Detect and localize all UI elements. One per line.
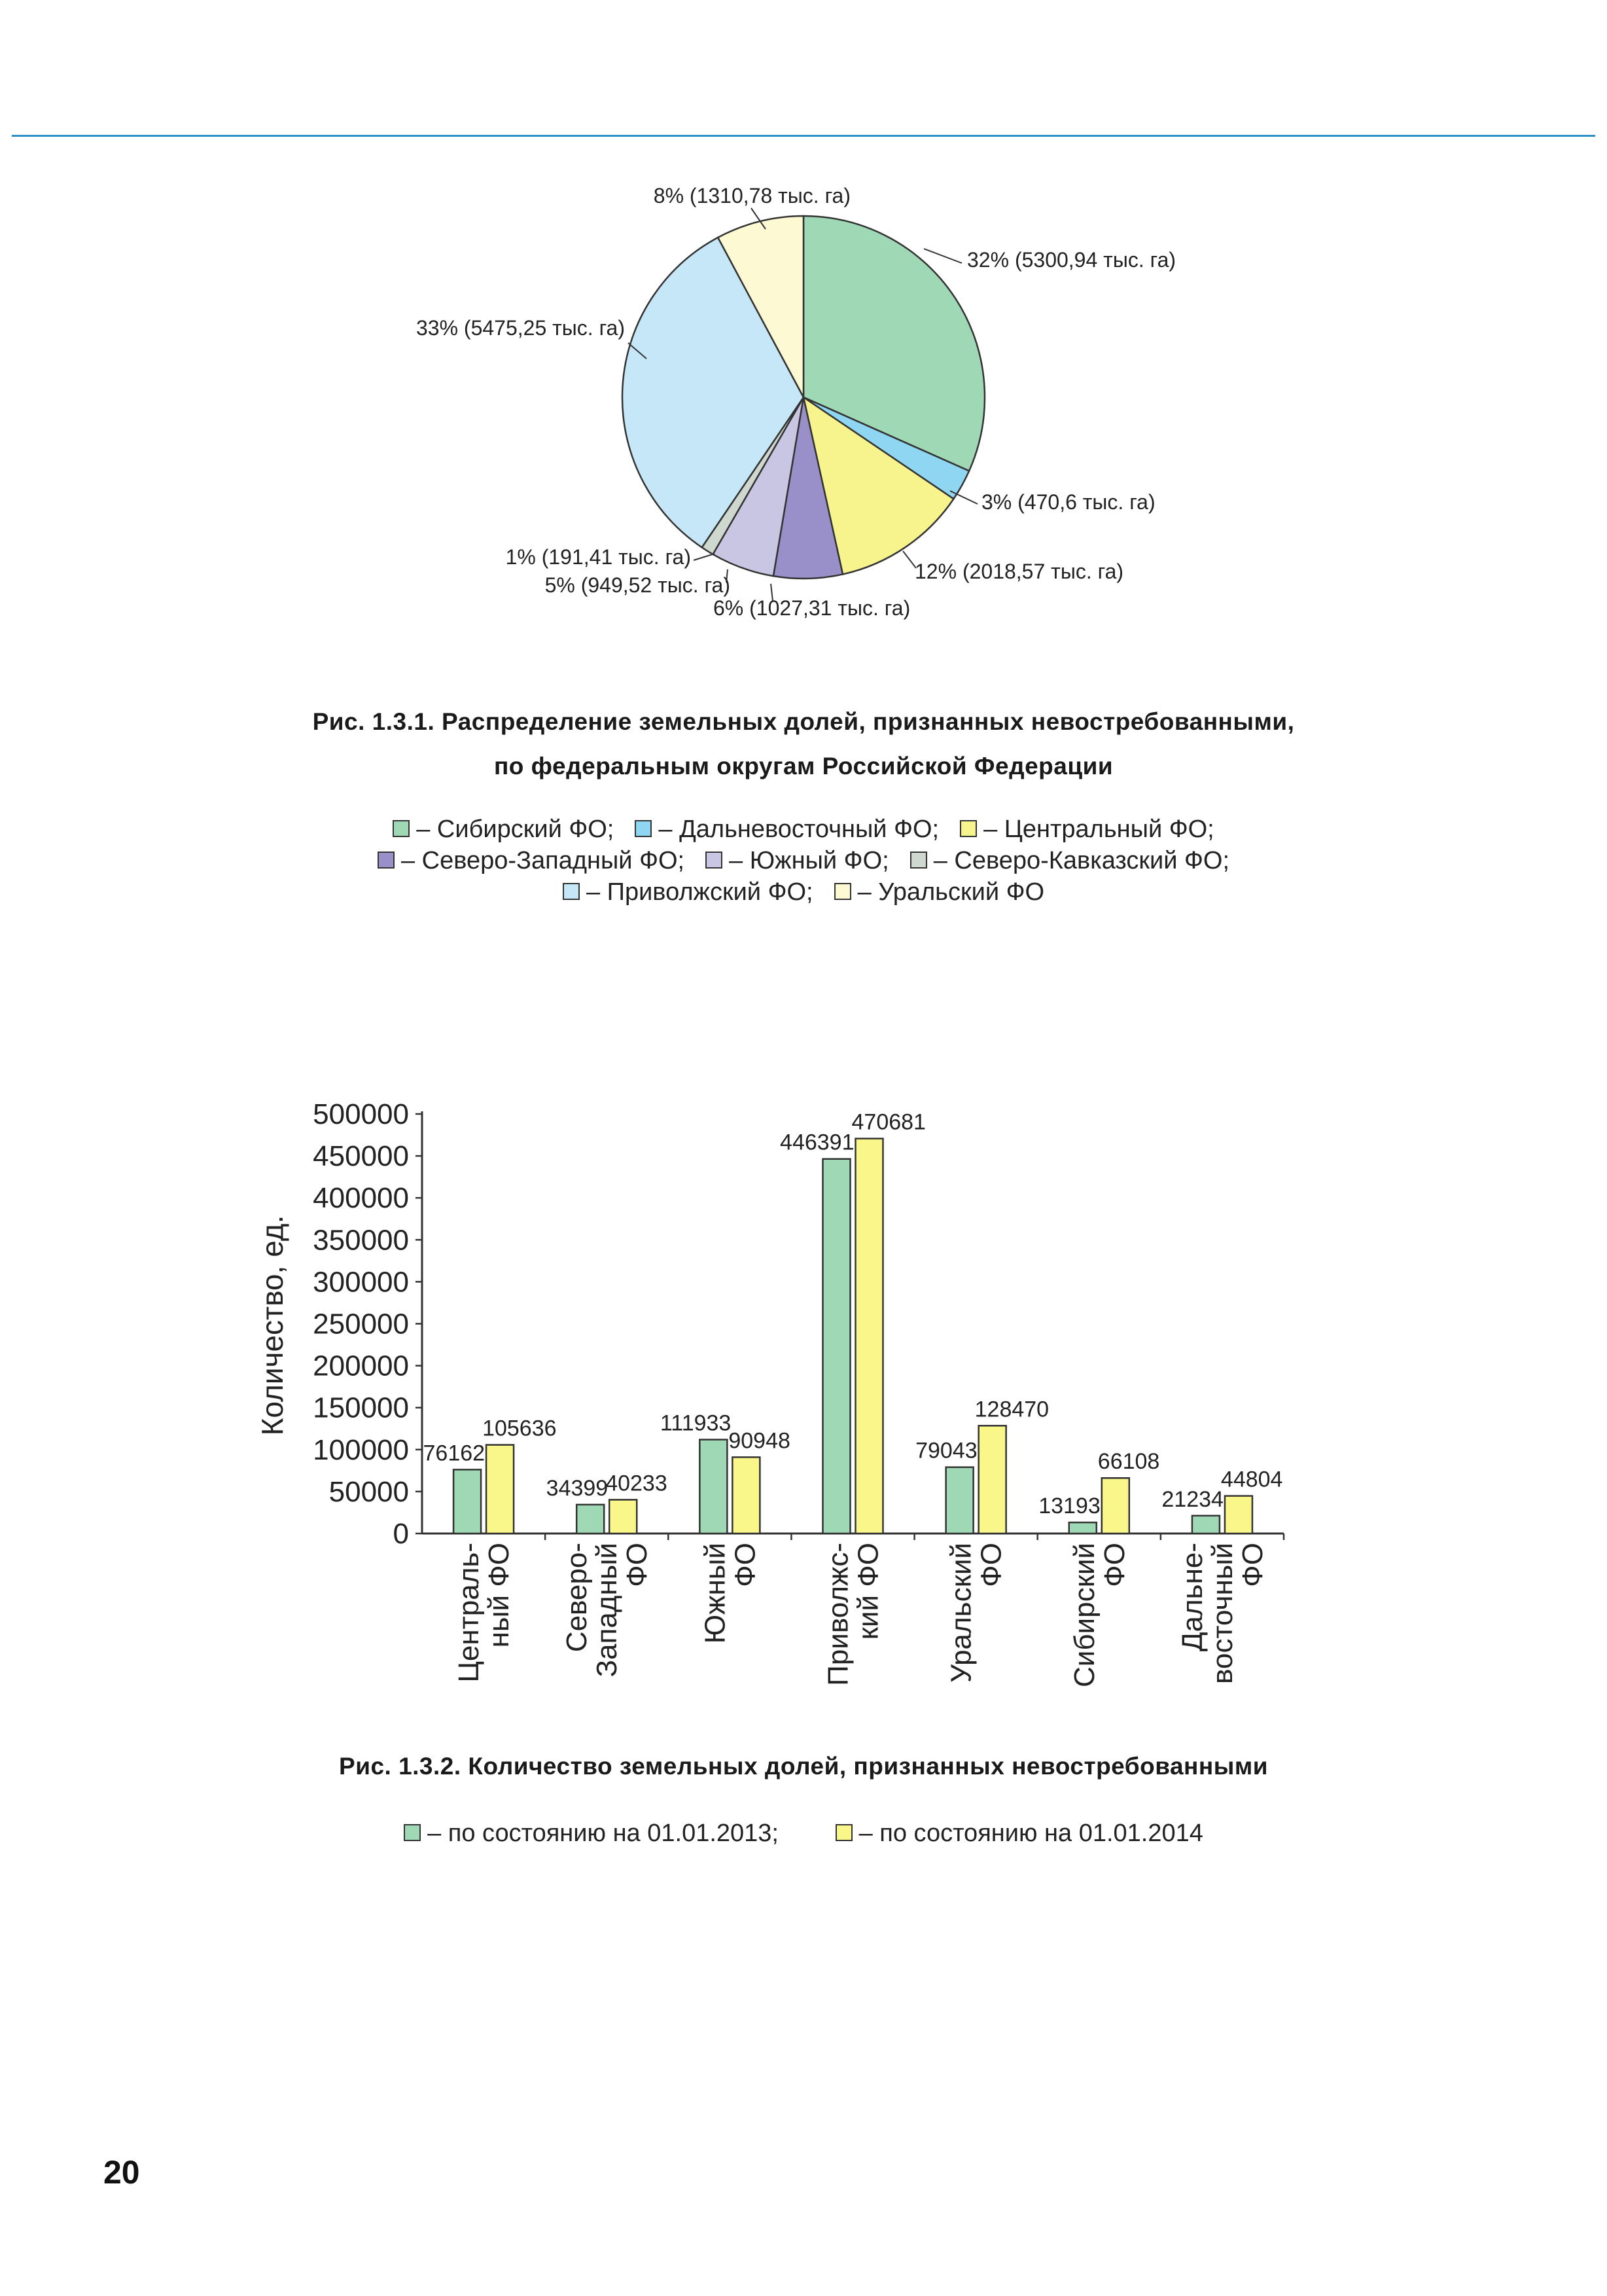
y-tick-label: 450000 [313, 1140, 409, 1173]
bar-2013 [453, 1469, 481, 1534]
bar-value-label: 21234 [1161, 1486, 1224, 1512]
x-category-label [453, 1543, 515, 1683]
x-category-label-line: Централь- [453, 1543, 486, 1683]
bar-2013 [699, 1440, 727, 1534]
bar-legend-item-2013 [404, 1820, 779, 1848]
bar-legend-label-2014: – по состоянию на 01.01.2014 [858, 1820, 1203, 1847]
pie-slice-label: 12% (2018,57 тыс. га) [915, 560, 1124, 583]
x-category-label [945, 1543, 1008, 1683]
x-category-label-line: ФО [1236, 1543, 1269, 1587]
pie-legend-label: – Северо-Кавказский ФО; [933, 847, 1230, 874]
bar-2013 [1069, 1522, 1097, 1534]
pie-slice-label: 32% (5300,94 тыс. га) [967, 248, 1176, 272]
bar-2014 [979, 1426, 1006, 1534]
bar-2013 [1192, 1516, 1220, 1534]
bar-value-label: 40233 [605, 1471, 667, 1496]
bar-value-label: 76162 [423, 1441, 486, 1466]
pie-caption-line1: Рис. 1.3.1. Распределение земельных долей, признанных невостребованными, [312, 708, 1295, 735]
pie-legend-label: – Центральный ФО; [983, 816, 1214, 843]
pie-slice-label: 5% (949,52 тыс. га) [544, 573, 730, 597]
bar-legend-item-2014 [836, 1820, 1203, 1848]
bar-value-label: 105636 [482, 1416, 557, 1441]
y-tick-label: 500000 [313, 1098, 409, 1130]
x-category-label [561, 1543, 653, 1677]
bar-value-label: 128470 [974, 1397, 1050, 1422]
y-tick-label: 50000 [328, 1475, 409, 1508]
pie-slice-label: 3% (470,6 тыс. га) [981, 490, 1156, 514]
pie-legend-label: – Приволжский ФО; [586, 878, 813, 906]
bar-legend [0, 1820, 1607, 1848]
bar-value-label: 90948 [728, 1428, 790, 1454]
pie-slice-label: 1% (191,41 тыс. га) [505, 545, 691, 569]
bar-value-label: 13193 [1038, 1494, 1101, 1519]
bar-value-label: 79043 [915, 1438, 978, 1463]
x-category-label-line: ФО [621, 1543, 654, 1587]
y-axis-label: Количество, ед. [255, 1215, 289, 1436]
y-tick-label: 200000 [313, 1350, 409, 1382]
legend-swatch-2013 [404, 1824, 421, 1841]
bar-2014 [856, 1139, 883, 1534]
bar-2014 [732, 1457, 760, 1534]
x-category-label-line: Южный [699, 1543, 732, 1644]
x-category-label-line: ФО [729, 1543, 762, 1587]
x-category-label [1068, 1543, 1131, 1687]
x-category-label-line: Северо- [561, 1543, 593, 1653]
pie-legend-label: – Северо-Западный ФО; [400, 847, 685, 874]
x-category-label [1176, 1543, 1269, 1684]
bar-2014 [1225, 1496, 1252, 1534]
x-category-label [699, 1543, 761, 1643]
y-tick-label: 250000 [313, 1308, 409, 1340]
x-category-label-line: Приволжс- [822, 1543, 855, 1686]
x-category-label [822, 1543, 885, 1686]
pie-legend-label: – Уральский ФО [857, 878, 1045, 906]
pie-slice-label: 33% (5475,25 тыс. га) [415, 316, 625, 340]
x-category-label-line: Западный [591, 1543, 624, 1677]
bar-2014 [486, 1445, 514, 1534]
bar-2013 [946, 1467, 974, 1534]
pie-legend-label: – Южный ФО; [729, 847, 889, 874]
y-tick-label: 100000 [313, 1433, 409, 1466]
pie-slice-label: 6% (1027,31 тыс. га) [713, 596, 911, 620]
y-tick-label: 400000 [313, 1182, 409, 1215]
legend-swatch-2014 [836, 1824, 853, 1841]
bar-value-label: 34399 [546, 1475, 609, 1501]
x-category-label-line: Сибирский [1068, 1543, 1101, 1688]
bar-2013 [576, 1505, 604, 1534]
y-tick-label: 350000 [313, 1224, 409, 1257]
bar-legend-label-2013: – по состоянию на 01.01.2013; [427, 1820, 779, 1847]
pie-slice-label: 8% (1310,78 тыс. га) [653, 184, 851, 207]
bar-2014 [609, 1499, 637, 1534]
x-category-label-line: восточный [1206, 1543, 1239, 1684]
x-category-label-line: ФО [975, 1543, 1008, 1587]
bar-2013 [823, 1159, 851, 1534]
x-category-label-line: кий ФО [852, 1543, 885, 1640]
pie-legend-label: – Сибирский ФО; [416, 816, 614, 843]
page-number: 20 [103, 2154, 140, 2191]
bar-value-label: 44804 [1220, 1467, 1283, 1492]
x-category-label-line: ный ФО [483, 1543, 516, 1648]
bar-caption: Рис. 1.3.2. Количество земельных долей, признанных невостребованными [339, 1753, 1268, 1780]
pie-caption-line2: по федеральным округам Российской Федерации [493, 753, 1114, 780]
bar-value-label: 446391 [780, 1130, 855, 1155]
x-category-label-line: Уральский [945, 1543, 978, 1683]
y-tick-label: 150000 [313, 1391, 409, 1424]
bar-value-label: 111933 [660, 1410, 732, 1436]
y-tick-label: 300000 [313, 1266, 409, 1299]
x-category-label-line: Дальне- [1176, 1543, 1209, 1652]
bar-value-label: 470681 [851, 1109, 926, 1135]
x-category-label-line: ФО [1098, 1543, 1131, 1587]
bar-2014 [1102, 1478, 1129, 1534]
bar-value-label: 66108 [1097, 1449, 1160, 1475]
y-tick-label: 0 [393, 1518, 409, 1550]
pie-legend-label: – Дальневосточный ФО; [658, 816, 940, 843]
